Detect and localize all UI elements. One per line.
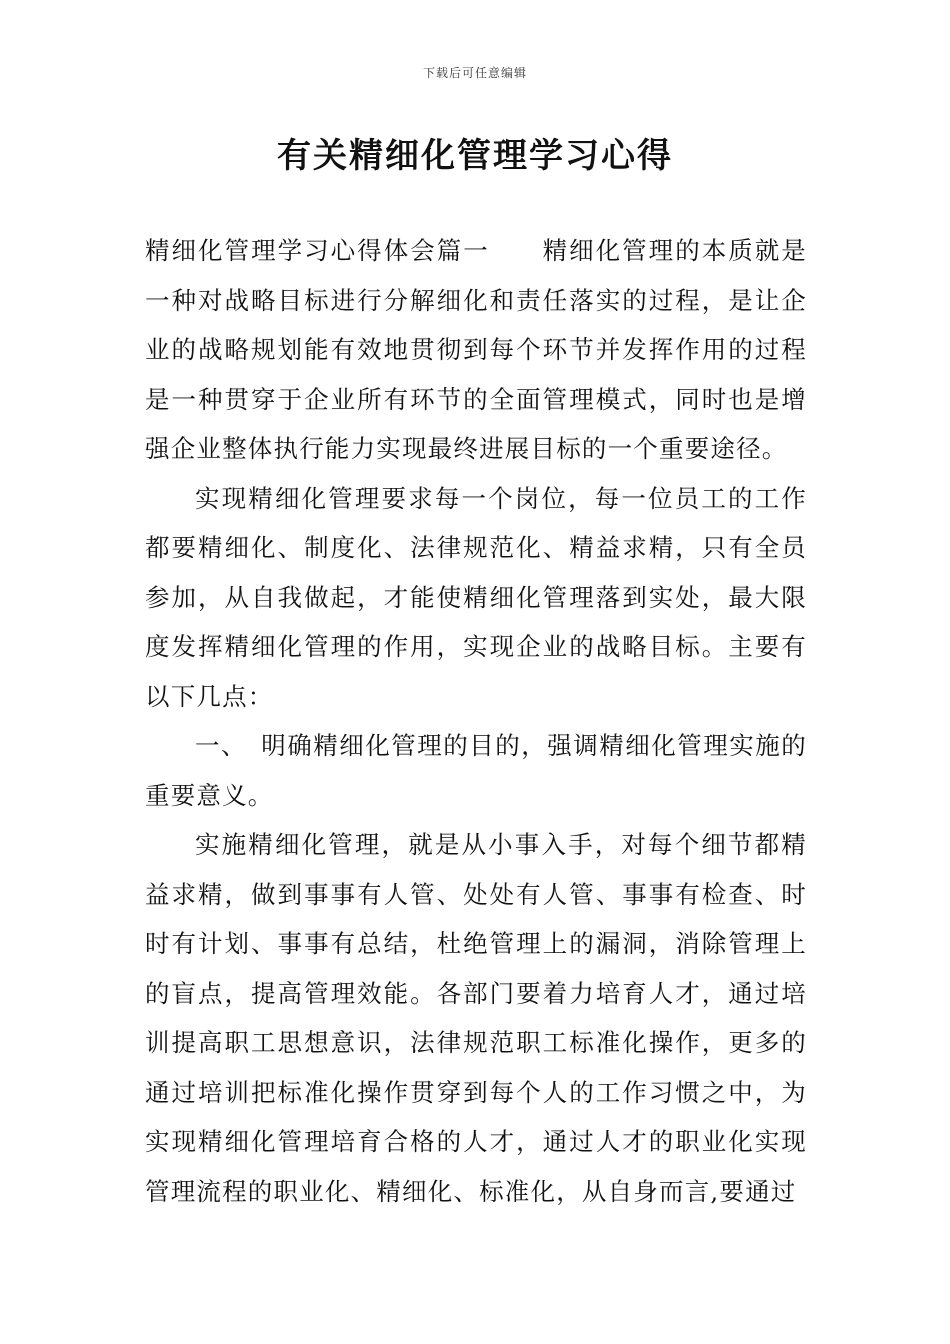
paragraph-4: 实施精细化管理，就是从小事入手，对每个细节都精益求精，做到事事有人管、处处有人管、事事有检查、时时有计划、事事有总结，杜绝管理上的漏洞，消除管理上的盲点，提高管理效能。各部门要着力培育人才，通过培训提高职工思想意识，法律规范职工标准化操作，更多的通过培训把标准化操作贯穿到每个人的工作习惯之中，为实现精细化管理培育合格的人才，通过人才的职业化实现管理流程的职业化、精细化、标准化，从自身而言,要通过: [145, 830, 807, 1206]
paragraph-3: [145, 721, 807, 820]
section-number: 一、: [195, 731, 247, 760]
paragraph-1-text: 精细化管理的本质就是一种对战略目标进行分解细化和责任落实的过程，是让企业的战略规划能有效地贯彻到每个环节并发挥作用的过程是一种贯穿于企业所有环节的全面管理模式，同时也是增强企业整体执行能力实现最终进展目标的一个重要途径。: [145, 236, 807, 463]
section-heading: 明确精细化管理的目的，强调精细化管理实施的重要意义。: [145, 731, 807, 810]
paragraph-1-heading: 精细化管理学习心得体会篇一: [145, 236, 490, 265]
paragraph-1: [145, 226, 807, 474]
header-note: 下载后可任意编辑: [422, 66, 527, 80]
document-body: [145, 226, 807, 1216]
paragraph-2: 实现精细化管理要求每一个岗位，每一位员工的工作都要精细化、制度化、法律规范化、精益求精，只有全员参加，从自我做起，才能使精细化管理落到实处，最大限度发挥精细化管理的作用，实现企业的战略目标。主要有以下几点：: [145, 483, 807, 711]
document-title: 有关精细化管理学习心得: [277, 136, 673, 176]
